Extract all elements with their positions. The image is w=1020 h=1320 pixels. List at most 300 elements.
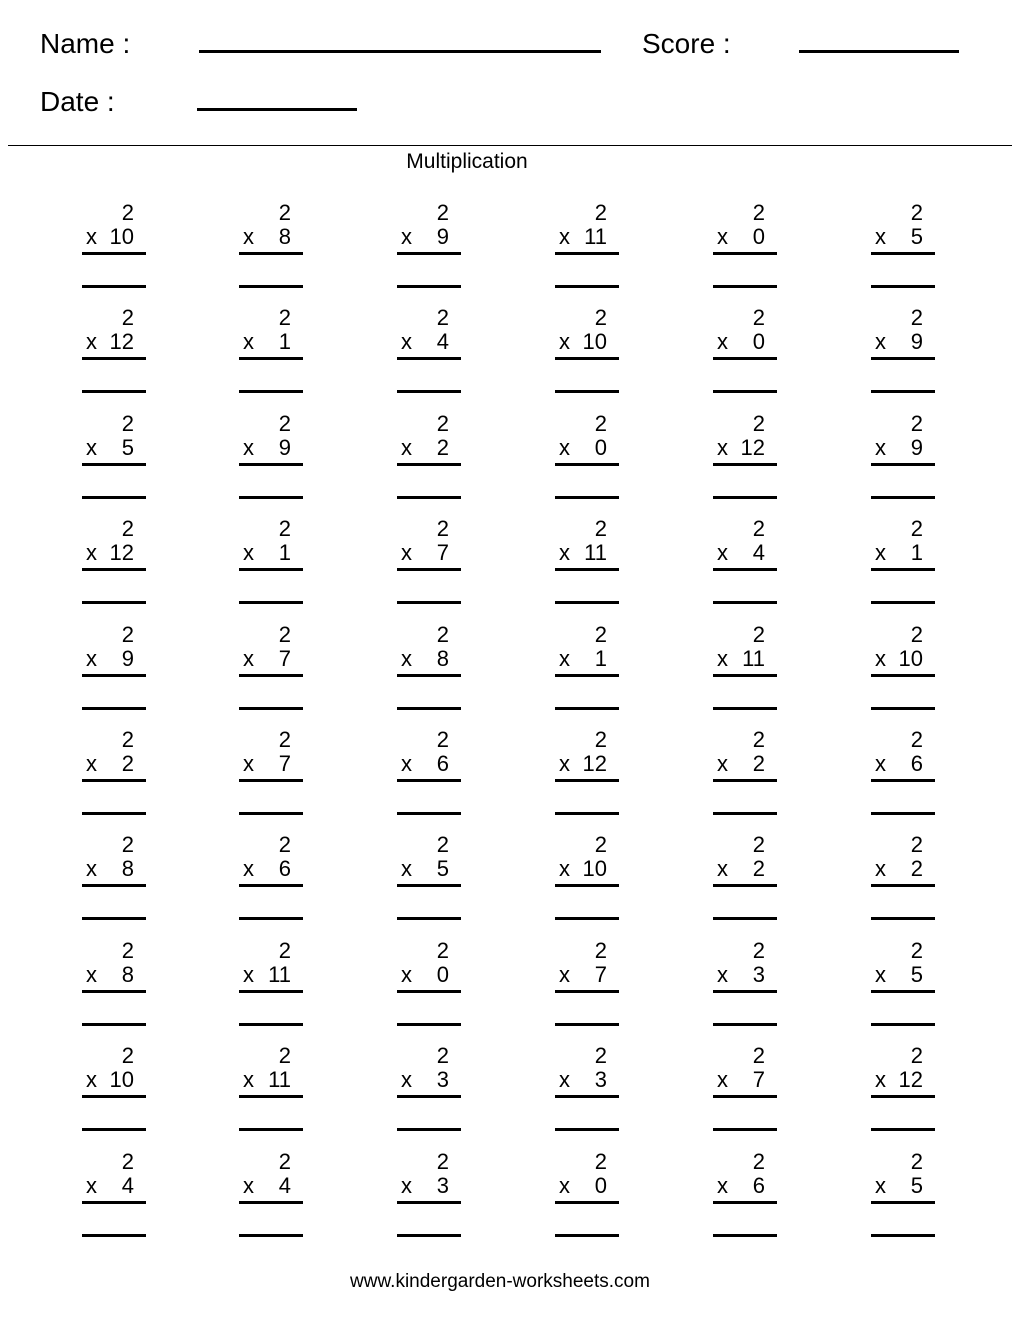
problem-rule	[82, 463, 146, 466]
multiplicand: 2	[752, 832, 765, 857]
multiplier: 10	[582, 856, 607, 881]
problem-rule	[397, 674, 461, 677]
answer-line[interactable]	[555, 707, 619, 710]
answer-line[interactable]	[555, 812, 619, 815]
problem-9	[397, 306, 463, 398]
problem-49	[82, 1044, 148, 1136]
multiplicand: 2	[910, 200, 923, 225]
problem-57	[397, 1150, 463, 1242]
multiplicand: 2	[278, 938, 291, 963]
times-sign: x	[401, 329, 412, 354]
multiplier: 12	[109, 329, 134, 354]
problem-18	[871, 412, 937, 504]
problem-rule	[713, 990, 777, 993]
times-sign: x	[86, 540, 97, 565]
multiplier: 8	[121, 856, 134, 881]
answer-line[interactable]	[397, 285, 461, 288]
times-sign: x	[875, 540, 886, 565]
problem-30	[871, 623, 937, 715]
multiplicand: 2	[594, 411, 607, 436]
multiplicand: 2	[121, 200, 134, 225]
problem-rule	[82, 357, 146, 360]
times-sign: x	[875, 1173, 886, 1198]
times-sign: x	[243, 435, 254, 460]
answer-line[interactable]	[555, 1023, 619, 1026]
problem-6	[871, 201, 937, 293]
multiplier: 2	[436, 435, 449, 460]
answer-line[interactable]	[397, 707, 461, 710]
multiplier: 7	[436, 540, 449, 565]
multiplier: 10	[898, 646, 923, 671]
multiplicand: 2	[910, 727, 923, 752]
times-sign: x	[875, 962, 886, 987]
times-sign: x	[559, 540, 570, 565]
problem-16	[555, 412, 621, 504]
multiplicand: 2	[436, 411, 449, 436]
multiplier: 5	[436, 856, 449, 881]
answer-line[interactable]	[871, 601, 935, 604]
answer-line[interactable]	[239, 1023, 303, 1026]
times-sign: x	[401, 751, 412, 776]
answer-line[interactable]	[871, 390, 935, 393]
problem-38	[239, 833, 305, 925]
problem-rule	[713, 1095, 777, 1098]
multiplier: 1	[278, 329, 291, 354]
times-sign: x	[401, 1173, 412, 1198]
multiplicand: 2	[436, 832, 449, 857]
problem-rule	[82, 568, 146, 571]
multiplicand: 2	[752, 516, 765, 541]
times-sign: x	[86, 224, 97, 249]
problem-rule	[239, 463, 303, 466]
problem-15	[397, 412, 463, 504]
multiplier: 3	[436, 1067, 449, 1092]
answer-line[interactable]	[713, 285, 777, 288]
problem-26	[239, 623, 305, 715]
multiplier: 8	[436, 646, 449, 671]
multiplier: 3	[436, 1173, 449, 1198]
answer-line[interactable]	[82, 390, 146, 393]
answer-line[interactable]	[871, 812, 935, 815]
problem-43	[82, 939, 148, 1031]
multiplier: 7	[594, 962, 607, 987]
multiplicand: 2	[594, 832, 607, 857]
answer-line[interactable]	[82, 707, 146, 710]
multiplicand: 2	[594, 1149, 607, 1174]
times-sign: x	[401, 646, 412, 671]
answer-line[interactable]	[397, 812, 461, 815]
multiplier: 6	[910, 751, 923, 776]
answer-line[interactable]	[555, 1128, 619, 1131]
multiplicand: 2	[121, 727, 134, 752]
answer-line[interactable]	[871, 1234, 935, 1237]
answer-line[interactable]	[239, 1128, 303, 1131]
problem-rule	[397, 252, 461, 255]
problem-40	[555, 833, 621, 925]
problem-25	[82, 623, 148, 715]
answer-line[interactable]	[82, 917, 146, 920]
answer-line[interactable]	[239, 812, 303, 815]
date-field-line[interactable]	[197, 108, 357, 111]
answer-line[interactable]	[397, 917, 461, 920]
times-sign: x	[717, 751, 728, 776]
times-sign: x	[86, 856, 97, 881]
answer-line[interactable]	[555, 601, 619, 604]
problem-5	[713, 201, 779, 293]
problem-rule	[871, 357, 935, 360]
problem-rule	[555, 463, 619, 466]
problem-rule	[239, 568, 303, 571]
multiplier: 6	[752, 1173, 765, 1198]
multiplier: 8	[121, 962, 134, 987]
multiplicand: 2	[594, 727, 607, 752]
problem-rule	[239, 252, 303, 255]
problem-rule	[871, 463, 935, 466]
multiplicand: 2	[436, 622, 449, 647]
multiplicand: 2	[594, 516, 607, 541]
multiplier: 1	[594, 646, 607, 671]
multiplicand: 2	[752, 622, 765, 647]
answer-line[interactable]	[871, 1023, 935, 1026]
multiplier: 10	[109, 224, 134, 249]
multiplicand: 2	[278, 832, 291, 857]
problem-rule	[82, 779, 146, 782]
problem-rule	[713, 1201, 777, 1204]
answer-line[interactable]	[555, 496, 619, 499]
problem-23	[713, 517, 779, 609]
answer-line[interactable]	[239, 390, 303, 393]
times-sign: x	[559, 224, 570, 249]
multiplicand: 2	[910, 411, 923, 436]
problem-48	[871, 939, 937, 1031]
times-sign: x	[86, 646, 97, 671]
answer-line[interactable]	[871, 707, 935, 710]
problem-rule	[713, 252, 777, 255]
problem-rule	[555, 884, 619, 887]
answer-line[interactable]	[239, 1234, 303, 1237]
problem-17	[713, 412, 779, 504]
problem-rule	[713, 674, 777, 677]
multiplicand: 2	[278, 200, 291, 225]
multiplier: 7	[278, 751, 291, 776]
problem-rule	[239, 357, 303, 360]
problem-37	[82, 833, 148, 925]
problem-1	[82, 201, 148, 293]
answer-line[interactable]	[82, 1128, 146, 1131]
problem-34	[555, 728, 621, 820]
score-field-line[interactable]	[799, 50, 959, 53]
multiplier: 2	[752, 856, 765, 881]
multiplier: 6	[278, 856, 291, 881]
times-sign: x	[401, 224, 412, 249]
answer-line[interactable]	[713, 1128, 777, 1131]
multiplier: 11	[584, 224, 607, 249]
problem-51	[397, 1044, 463, 1136]
problem-58	[555, 1150, 621, 1242]
multiplier: 3	[752, 962, 765, 987]
answer-line[interactable]	[82, 1234, 146, 1237]
problem-rule	[239, 674, 303, 677]
times-sign: x	[86, 435, 97, 460]
problem-rule	[82, 1095, 146, 1098]
answer-line[interactable]	[555, 285, 619, 288]
multiplier: 4	[121, 1173, 134, 1198]
answer-line[interactable]	[555, 1234, 619, 1237]
answer-line[interactable]	[82, 812, 146, 815]
multiplicand: 2	[121, 411, 134, 436]
multiplicand: 2	[278, 411, 291, 436]
problem-47	[713, 939, 779, 1031]
times-sign: x	[875, 751, 886, 776]
problem-41	[713, 833, 779, 925]
answer-line[interactable]	[713, 707, 777, 710]
problem-44	[239, 939, 305, 1031]
times-sign: x	[401, 540, 412, 565]
times-sign: x	[243, 1173, 254, 1198]
answer-line[interactable]	[239, 707, 303, 710]
multiplier: 2	[752, 751, 765, 776]
multiplicand: 2	[436, 200, 449, 225]
multiplicand: 2	[752, 411, 765, 436]
answer-line[interactable]	[713, 496, 777, 499]
problem-56	[239, 1150, 305, 1242]
answer-line[interactable]	[239, 285, 303, 288]
multiplicand: 2	[910, 305, 923, 330]
answer-line[interactable]	[82, 285, 146, 288]
multiplier: 4	[752, 540, 765, 565]
problem-rule	[82, 1201, 146, 1204]
problem-24	[871, 517, 937, 609]
multiplier: 7	[278, 646, 291, 671]
times-sign: x	[717, 962, 728, 987]
times-sign: x	[559, 751, 570, 776]
multiplicand: 2	[752, 200, 765, 225]
problem-55	[82, 1150, 148, 1242]
problem-39	[397, 833, 463, 925]
problem-rule	[555, 674, 619, 677]
multiplicand: 2	[278, 1149, 291, 1174]
answer-line[interactable]	[871, 1128, 935, 1131]
multiplier: 5	[910, 224, 923, 249]
problem-60	[871, 1150, 937, 1242]
times-sign: x	[717, 646, 728, 671]
times-sign: x	[875, 856, 886, 881]
problem-rule	[397, 568, 461, 571]
answer-line[interactable]	[555, 390, 619, 393]
times-sign: x	[559, 856, 570, 881]
multiplier: 12	[582, 751, 607, 776]
multiplicand: 2	[752, 938, 765, 963]
problem-rule	[239, 779, 303, 782]
multiplicand: 2	[121, 832, 134, 857]
problem-rule	[82, 252, 146, 255]
times-sign: x	[86, 1067, 97, 1092]
worksheet-title: Multiplication	[406, 150, 528, 173]
problem-11	[713, 306, 779, 398]
multiplicand: 2	[121, 1149, 134, 1174]
times-sign: x	[875, 435, 886, 460]
problem-36	[871, 728, 937, 820]
multiplicand: 2	[752, 305, 765, 330]
multiplicand: 2	[594, 1043, 607, 1068]
answer-line[interactable]	[397, 390, 461, 393]
problem-31	[82, 728, 148, 820]
answer-line[interactable]	[713, 1234, 777, 1237]
times-sign: x	[559, 1173, 570, 1198]
times-sign: x	[243, 1067, 254, 1092]
answer-line[interactable]	[871, 496, 935, 499]
times-sign: x	[717, 540, 728, 565]
multiplicand: 2	[910, 1043, 923, 1068]
multiplicand: 2	[752, 1149, 765, 1174]
problem-rule	[871, 252, 935, 255]
multiplicand: 2	[910, 938, 923, 963]
multiplicand: 2	[594, 305, 607, 330]
problem-rule	[555, 1201, 619, 1204]
multiplier: 12	[109, 540, 134, 565]
problem-20	[239, 517, 305, 609]
multiplicand: 2	[436, 305, 449, 330]
answer-line[interactable]	[82, 601, 146, 604]
problem-46	[555, 939, 621, 1031]
problem-rule	[713, 568, 777, 571]
answer-line[interactable]	[713, 601, 777, 604]
answer-line[interactable]	[239, 917, 303, 920]
problem-rule	[871, 674, 935, 677]
multiplier: 5	[121, 435, 134, 460]
problem-rule	[397, 884, 461, 887]
problem-rule	[713, 463, 777, 466]
answer-line[interactable]	[871, 917, 935, 920]
answer-line[interactable]	[871, 285, 935, 288]
problem-28	[555, 623, 621, 715]
problem-rule	[239, 1095, 303, 1098]
multiplicand: 2	[278, 516, 291, 541]
problem-27	[397, 623, 463, 715]
answer-line[interactable]	[397, 496, 461, 499]
score-label: Score :	[642, 28, 731, 59]
multiplicand: 2	[278, 305, 291, 330]
answer-line[interactable]	[82, 1023, 146, 1026]
multiplicand: 2	[752, 727, 765, 752]
answer-line[interactable]	[713, 1023, 777, 1026]
multiplier: 7	[752, 1067, 765, 1092]
problem-rule	[871, 568, 935, 571]
problem-rule	[555, 357, 619, 360]
times-sign: x	[86, 751, 97, 776]
multiplier: 9	[121, 646, 134, 671]
answer-line[interactable]	[713, 917, 777, 920]
name-field-line[interactable]	[199, 50, 601, 53]
times-sign: x	[717, 856, 728, 881]
answer-line[interactable]	[397, 1023, 461, 1026]
multiplicand: 2	[910, 1149, 923, 1174]
answer-line[interactable]	[397, 601, 461, 604]
multiplicand: 2	[436, 938, 449, 963]
footer-url: www.kindergarden-worksheets.com	[350, 1271, 650, 1292]
multiplicand: 2	[278, 622, 291, 647]
multiplicand: 2	[121, 305, 134, 330]
multiplier: 11	[584, 540, 607, 565]
problem-7	[82, 306, 148, 398]
times-sign: x	[717, 329, 728, 354]
problem-32	[239, 728, 305, 820]
multiplier: 11	[268, 962, 291, 987]
multiplicand: 2	[436, 1149, 449, 1174]
multiplier: 3	[594, 1067, 607, 1092]
problem-rule	[397, 779, 461, 782]
times-sign: x	[717, 224, 728, 249]
problem-8	[239, 306, 305, 398]
header-divider	[8, 145, 1012, 146]
multiplier: 6	[436, 751, 449, 776]
multiplicand: 2	[594, 200, 607, 225]
times-sign: x	[243, 224, 254, 249]
multiplier: 11	[742, 646, 765, 671]
problem-45	[397, 939, 463, 1031]
multiplicand: 2	[436, 727, 449, 752]
problem-13	[82, 412, 148, 504]
problem-52	[555, 1044, 621, 1136]
problem-rule	[82, 674, 146, 677]
times-sign: x	[875, 646, 886, 671]
times-sign: x	[559, 1067, 570, 1092]
problem-50	[239, 1044, 305, 1136]
problem-rule	[871, 990, 935, 993]
multiplicand: 2	[594, 938, 607, 963]
multiplier: 12	[740, 435, 765, 460]
times-sign: x	[243, 646, 254, 671]
multiplier: 9	[278, 435, 291, 460]
times-sign: x	[875, 224, 886, 249]
times-sign: x	[401, 962, 412, 987]
multiplier: 0	[594, 1173, 607, 1198]
answer-line[interactable]	[82, 496, 146, 499]
problem-rule	[397, 990, 461, 993]
problem-21	[397, 517, 463, 609]
problem-rule	[555, 779, 619, 782]
problem-42	[871, 833, 937, 925]
answer-line[interactable]	[397, 1128, 461, 1131]
times-sign: x	[86, 329, 97, 354]
multiplicand: 2	[121, 622, 134, 647]
problem-35	[713, 728, 779, 820]
times-sign: x	[717, 435, 728, 460]
multiplicand: 2	[910, 622, 923, 647]
problem-22	[555, 517, 621, 609]
problem-rule	[239, 1201, 303, 1204]
times-sign: x	[401, 435, 412, 460]
problem-rule	[713, 884, 777, 887]
problem-19	[82, 517, 148, 609]
answer-line[interactable]	[397, 1234, 461, 1237]
times-sign: x	[243, 751, 254, 776]
problem-rule	[555, 990, 619, 993]
problem-54	[871, 1044, 937, 1136]
answer-line[interactable]	[555, 917, 619, 920]
times-sign: x	[559, 329, 570, 354]
multiplier: 9	[910, 435, 923, 460]
problem-rule	[555, 568, 619, 571]
multiplicand: 2	[121, 1043, 134, 1068]
answer-line[interactable]	[239, 496, 303, 499]
answer-line[interactable]	[713, 812, 777, 815]
answer-line[interactable]	[713, 390, 777, 393]
problem-3	[397, 201, 463, 293]
answer-line[interactable]	[239, 601, 303, 604]
times-sign: x	[243, 856, 254, 881]
times-sign: x	[401, 1067, 412, 1092]
